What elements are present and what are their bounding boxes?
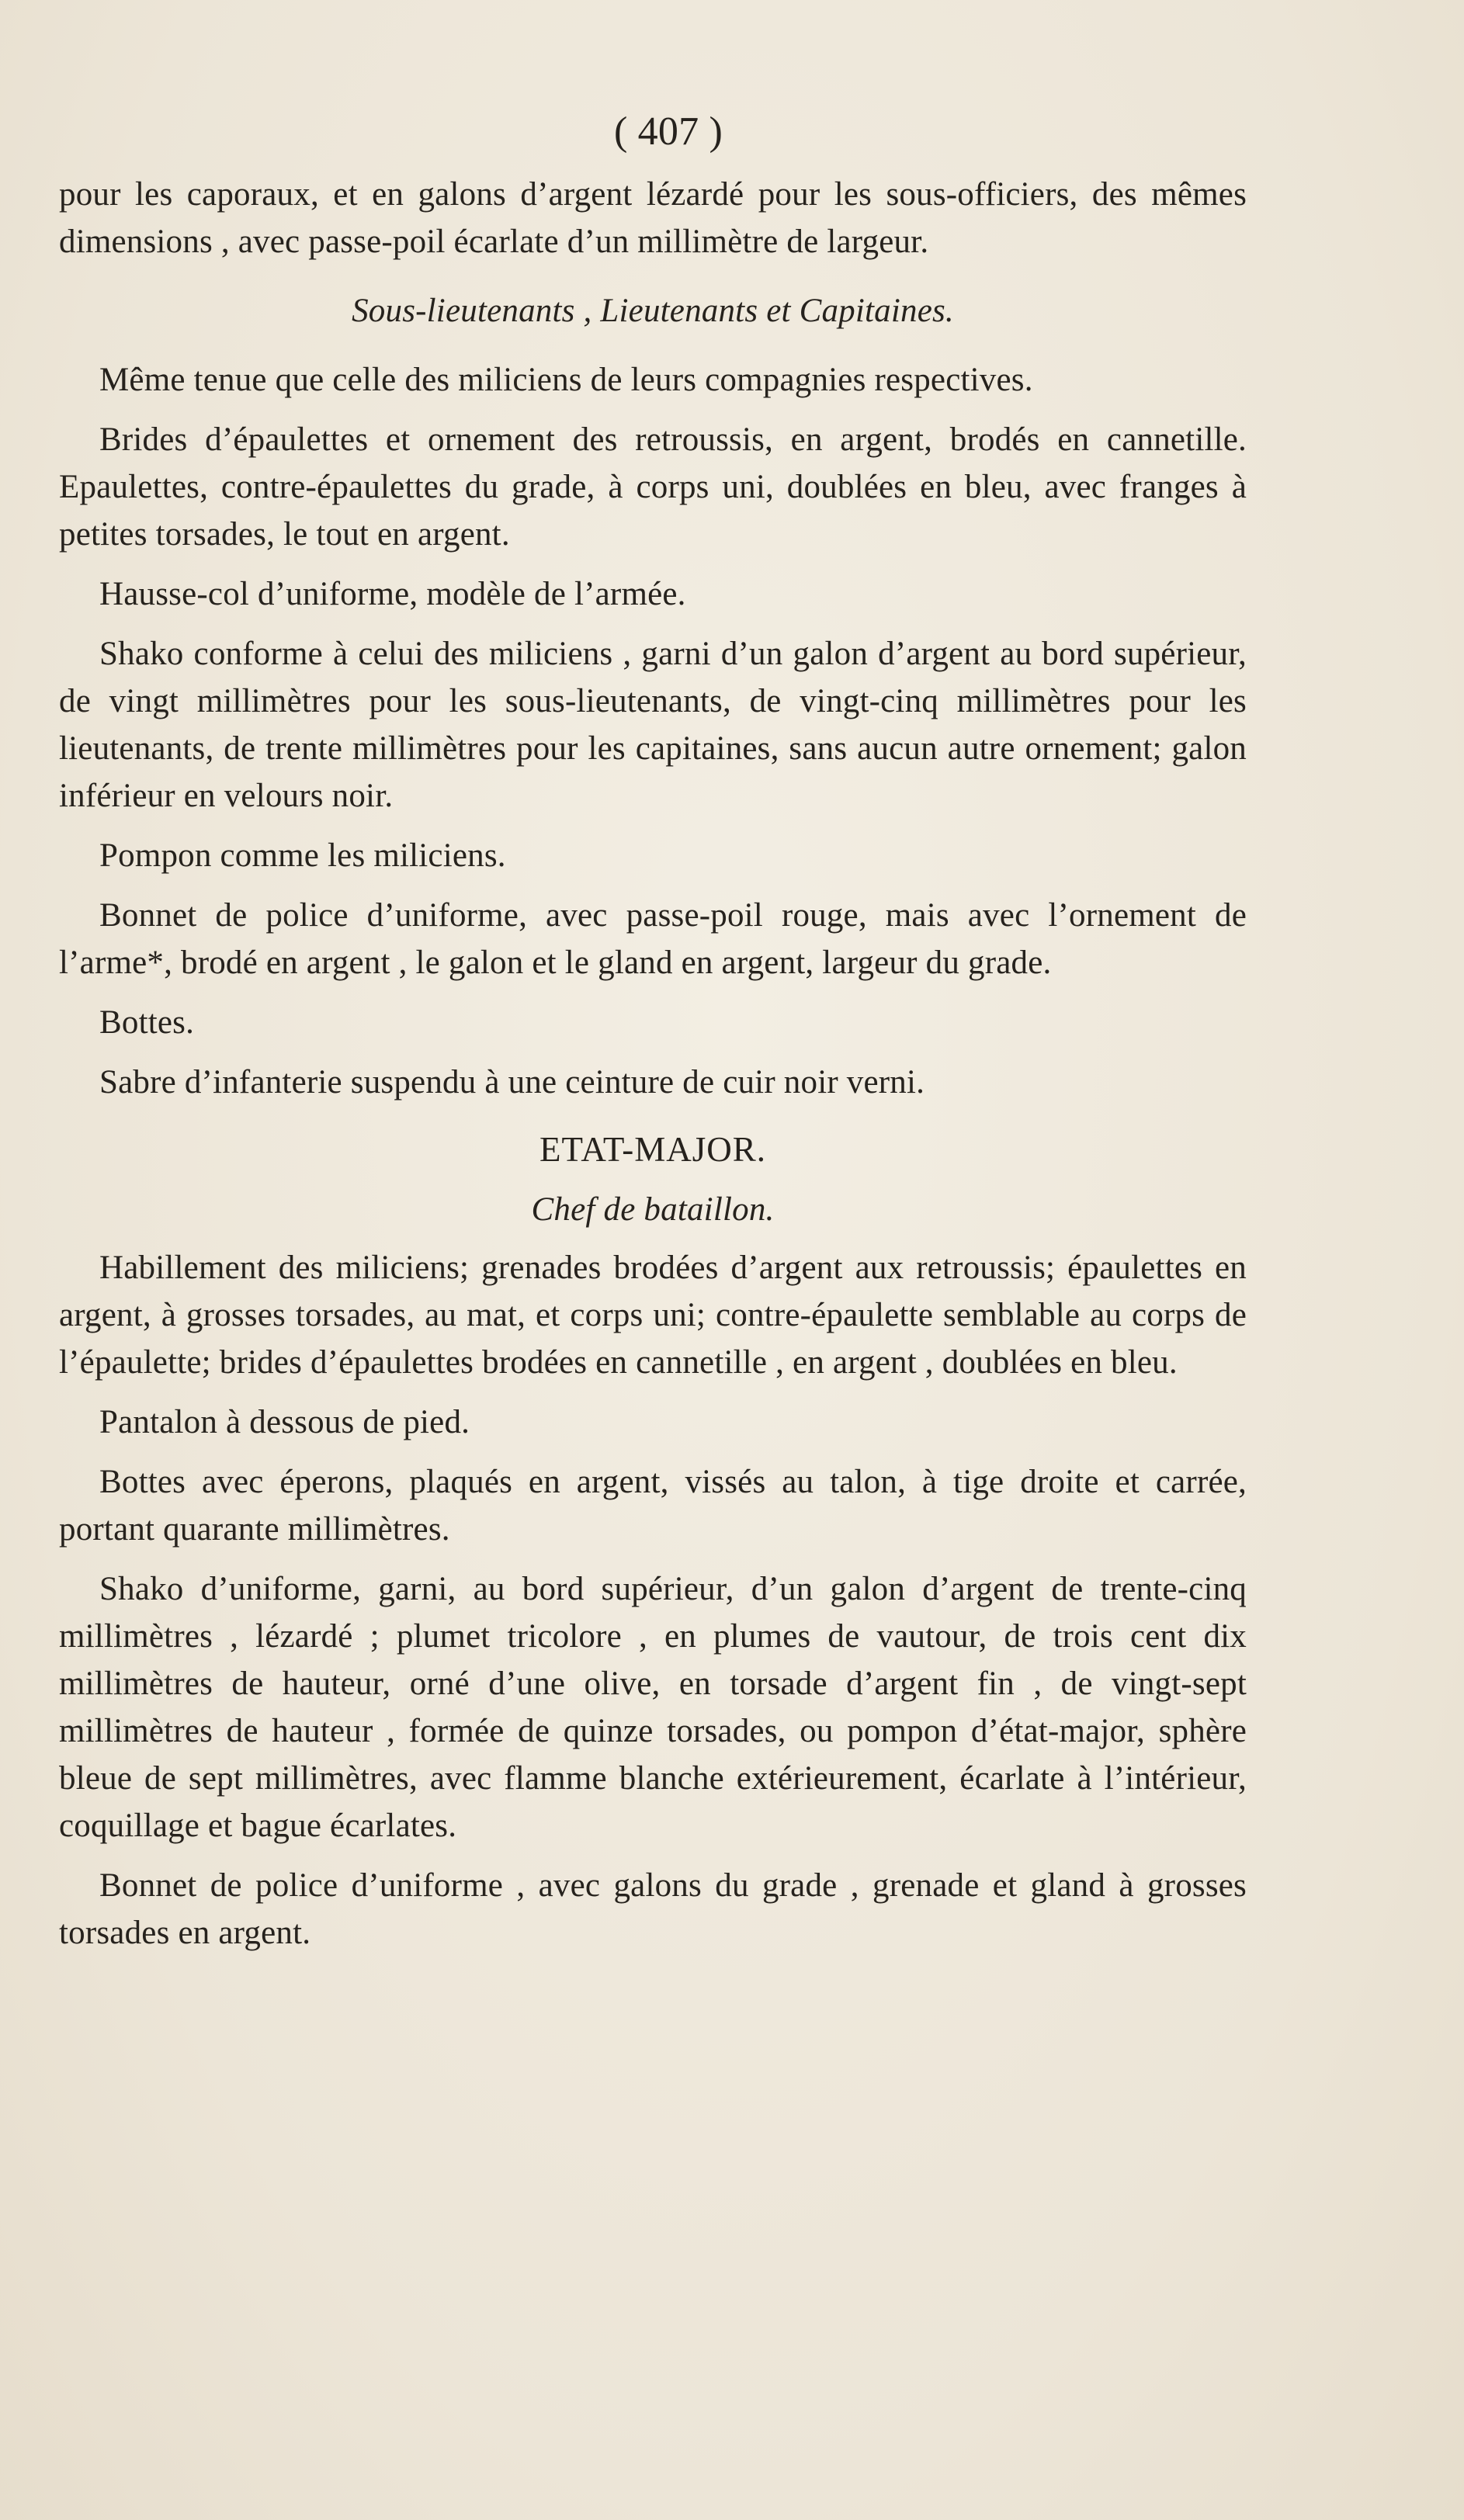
etat-major-paragraph: Pantalon à dessous de pied.	[99, 1404, 470, 1440]
officers-paragraph: Pompon comme les miliciens.	[99, 837, 506, 874]
page-number: ( 407 )	[613, 109, 723, 154]
etat-major-paragraph: Habillement des miliciens; grenades brodées d’argent aux retroussis; épaulettes en argent, à grosses torsades, au mat, et corps uni; contre-épaulette semblable au corps de l’épaulette; brides d’épaulettes brodées en cannetille , en argent , doublées en bleu.	[59, 1250, 1247, 1381]
officers-paragraph: Shako conforme à celui des miliciens , garni d’un galon d’argent au bord supérieur, de vingt millimètres pour les sous-lieutenants, de vingt-cinq millimètres pour les lieutenants, de trente millimètres pour les capitaines, sans aucun autre ornement; galon inférieur en velours noir.	[59, 636, 1247, 814]
section-subheading-chef-de-bataillon: Chef de bataillon.	[531, 1191, 775, 1228]
officers-paragraph: Brides d’épaulettes et ornement des retroussis, en argent, brodés en cannetille. Epaulettes, contre-épaulettes du grade, à corps uni, doublées en bleu, avec franges à petites torsades, le tout en argent.	[59, 421, 1247, 553]
etat-major-paragraph: Shako d’uniforme, garni, au bord supérieur, d’un galon d’argent de trente-cinq millimètres , lézardé ; plumet tricolore , en plumes de vautour, de trois cent dix millimètres de hauteur, orné d’une olive, en torsade d’argent fin , de vingt-sept millimètres de hauteur , formée de quinze torsades, ou pompon d’état-major, sphère bleue de sept millimètres, avec flamme blanche extérieurement, écarlate à l’intérieur, coquillage et bague écarlates.	[59, 1571, 1247, 1844]
intro-paragraph: pour les caporaux, et en galons d’argent lézardé pour les sous-officiers, des mêmes dimensions , avec passe-poil écarlate d’un millimètre de largeur.	[59, 176, 1247, 260]
officers-paragraph: Hausse-col d’uniforme, modèle de l’armée.	[99, 576, 686, 612]
officers-paragraph: Sabre d’infanterie suspendu à une ceinture de cuir noir verni.	[99, 1064, 925, 1101]
section-subheading-officers: Sous-lieutenants , Lieutenants et Capitaines.	[352, 293, 954, 329]
section-heading-etat-major: ETAT-MAJOR.	[539, 1130, 766, 1169]
officers-paragraph: Bonnet de police d’uniforme, avec passe-poil rouge, mais avec l’ornement de l’arme*, brodé en argent , le galon et le gland en argent, largeur du grade.	[59, 897, 1247, 981]
etat-major-paragraph: Bottes avec éperons, plaqués en argent, vissés au talon, à tige droite et carrée, portant quarante millimètres.	[59, 1464, 1247, 1548]
officers-paragraph: Même tenue que celle des miliciens de leurs compagnies respectives.	[99, 362, 1033, 398]
etat-major-paragraph: Bonnet de police d’uniforme , avec galons du grade , grenade et gland à grosses torsades en argent.	[59, 1867, 1247, 1951]
officers-paragraph: Bottes.	[99, 1004, 195, 1041]
text-column	[59, 109, 1247, 1969]
